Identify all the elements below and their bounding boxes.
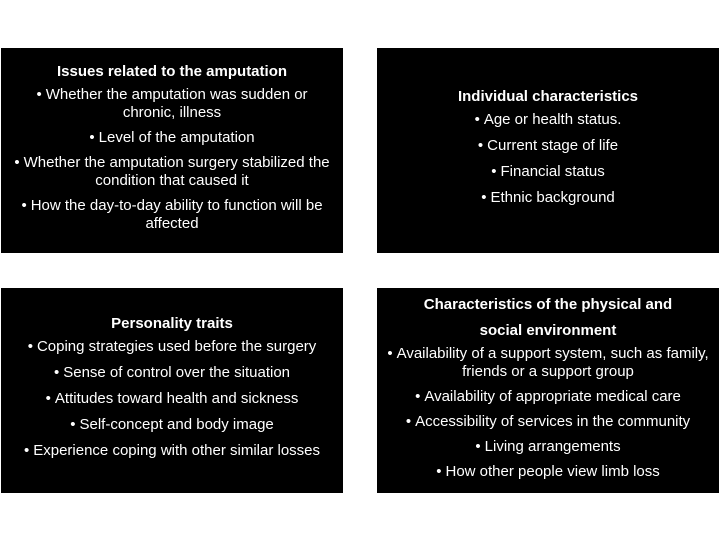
- panel-title-line: Characteristics of the physical and: [423, 295, 673, 313]
- bullet-icon: •: [89, 129, 95, 146]
- list-item: • Financial status: [491, 163, 605, 180]
- panel-amputation-issues: [1, 48, 343, 253]
- bullet-icon: •: [436, 462, 442, 480]
- list-item: • Current stage of life: [477, 137, 619, 154]
- bullet-icon: •: [387, 344, 393, 362]
- bullet-icon: •: [45, 390, 51, 407]
- list-item: • Coping strategies used before the surgery: [27, 338, 317, 355]
- list-item: • Ethnic background: [481, 189, 615, 206]
- list-item: • Accessibility of services in the community: [405, 412, 691, 430]
- bullet-icon: •: [477, 137, 484, 154]
- bullet-icon: •: [21, 197, 27, 214]
- panel-title: [458, 88, 638, 106]
- list-item: • Whether the amputation was sudden or chronic, illness: [36, 86, 308, 121]
- bullet-icon: •: [405, 412, 412, 430]
- panel-title-line: Individual characteristics: [457, 88, 639, 105]
- panel-title-line: Personality traits: [111, 315, 233, 332]
- bullet-icon: •: [53, 364, 60, 381]
- panel-title: [424, 296, 672, 340]
- bullet-icon: •: [27, 338, 33, 355]
- bullet-list: [9, 86, 335, 240]
- list-item: • Living arrangements: [475, 437, 621, 455]
- bullet-icon: •: [415, 387, 421, 405]
- panel-title-line: Issues related to the amputation: [56, 63, 288, 80]
- bullet-icon: •: [23, 442, 30, 459]
- panel-title: [111, 315, 233, 333]
- panel-title-line: social environment: [479, 321, 617, 339]
- panel-personality-traits: [1, 288, 343, 493]
- panel-environment-characteristics: [377, 288, 719, 493]
- bullet-icon: •: [14, 154, 20, 171]
- bullet-list: [9, 338, 335, 468]
- panel-title: [57, 63, 287, 81]
- list-item: • How the day-to-day ability to function will be affected: [21, 197, 323, 232]
- bullet-icon: •: [475, 437, 481, 455]
- bullet-icon: •: [36, 86, 42, 103]
- panel-individual-characteristics: [377, 48, 719, 253]
- bullet-icon: •: [474, 111, 480, 128]
- bullet-icon: •: [70, 416, 76, 433]
- list-item: • Age or health status.: [474, 111, 622, 128]
- list-item: • Experience coping with other similar losses: [23, 442, 321, 459]
- list-item: • Availability of appropriate medical care: [415, 387, 681, 405]
- list-item: • Sense of control over the situation: [53, 364, 291, 381]
- bullet-list: [385, 111, 711, 215]
- bullet-icon: •: [481, 189, 487, 206]
- bullet-icon: •: [491, 163, 497, 180]
- list-item: • How other people view limb loss: [436, 462, 660, 480]
- list-item: • Whether the amputation surgery stabilized the condition that caused it: [14, 154, 330, 189]
- list-item: • Attitudes toward health and sickness: [45, 390, 299, 407]
- bullet-list: [385, 345, 711, 488]
- list-item: • Self-concept and body image: [70, 416, 274, 433]
- list-item: • Level of the amputation: [89, 129, 255, 146]
- list-item: • Availability of a support system, such as family, friends or a support group: [387, 344, 709, 380]
